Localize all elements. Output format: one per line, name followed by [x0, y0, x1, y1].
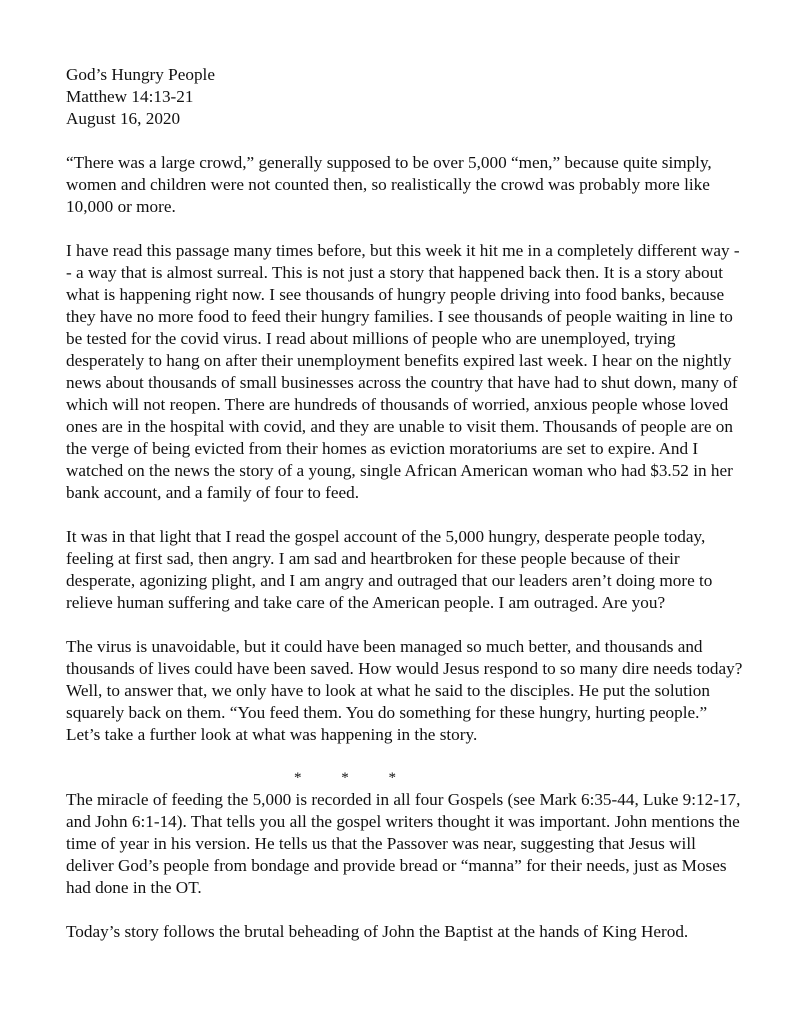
sermon-date: August 16, 2020	[66, 109, 181, 128]
section-divider: * * *	[294, 770, 414, 786]
paragraph-5: The miracle of feeding the 5,000 is recorded in all four Gospels (see Mark 6:35-44, Luke 9:12-17, and John 6:1-14). That tells you all the gospel writers thought it was important. John mentions the time of year in his version. He tells us that the Passover was near, suggesting that Jesus will deliver God’s people from bondage and provide bread or “manna” for their needs, just as Moses had done in the OT.	[66, 790, 741, 897]
scripture-reference: Matthew 14:13-21	[66, 87, 194, 106]
paragraph-2: I have read this passage many times before, but this week it hit me in a completely different way -- a way that is almost surreal. This is not just a story that happened back then. It is a story about what is happening right now. I see thousands of hungry people driving into food banks, because they have no more food to feed their hungry families. I see thousands of people waiting in line to be tested for the covid virus. I read about millions of people who are unemployed, trying desperately to hang on after their unemployment benefits expired last week. I hear on the nightly news about thousands of small businesses across the country that have had to shut down, many of which will not reopen. There are hundreds of thousands of worried, anxious people whose loved ones are in the hospital with covid, and they are unable to visit them. Thousands of people are on the verge of being evicted from their homes as eviction moratoriums are set to expire. And I watched on the news the story of a young, single African American woman who had $3.52 in her bank account, and a family of four to feed.	[66, 241, 740, 502]
document-body	[66, 64, 744, 943]
sermon-header	[66, 64, 744, 130]
paragraph-1: “There was a large crowd,” generally supposed to be over 5,000 “men,” because quite simply, women and children were not counted then, so realistically the crowd was probably more like 10,000 or more.	[66, 153, 712, 216]
paragraph-6: Today’s story follows the brutal beheading of John the Baptist at the hands of King Herod.	[66, 922, 689, 941]
sermon-title: God’s Hungry People	[66, 65, 215, 84]
paragraph-4: The virus is unavoidable, but it could have been managed so much better, and thousands and thousands of lives could have been saved. How would Jesus respond to so many dire needs today? Well, to answer that, we only have to look at what he said to the disciples. He put the solution squarely back on them. “You feed them. You do something for these hungry, hurting people.” Let’s take a further look at what was happening in the story.	[66, 637, 743, 744]
paragraph-3: It was in that light that I read the gospel account of the 5,000 hungry, desperate people today, feeling at first sad, then angry. I am sad and heartbroken for these people because of their desperate, agonizing plight, and I am angry and outraged that our leaders aren’t doing more to relieve human suffering and take care of the American people. I am outraged. Are you?	[66, 527, 713, 612]
